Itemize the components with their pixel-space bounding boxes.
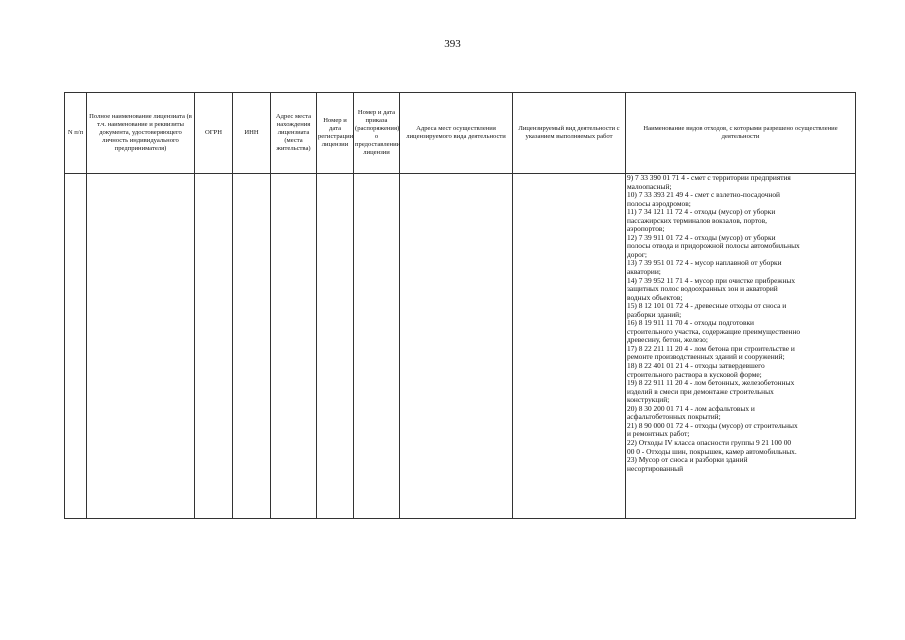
waste-type-line: дорог; [627,249,647,259]
waste-type-line: строительного участка, содержащие преимущественно [627,326,801,336]
cell-address [271,174,317,519]
cell-ogrn [195,174,233,519]
waste-type-line: 19) 8 22 911 11 20 4 - лом бетонных, железобетонных [627,378,795,388]
waste-type-line: водных объектов; [627,292,683,302]
waste-type-line: изделий в смеси при демонтаже строительных [627,386,774,396]
waste-type-line: 20) 8 30 200 01 71 4 - лом асфальтовых и [627,403,755,413]
header-licensee-name: Полное наименование лицензиата (в т.ч. наименование и реквизиты документа, удостоверяющего личность индивидуального предпринимателя) [87,93,195,174]
waste-type-line: асфальтобетонных покрытий; [627,412,721,422]
header-activity-type: Лицензируемый вид деятельности с указанием выполняемых работ [513,93,626,174]
waste-type-line: 15) 8 12 101 01 72 4 - древесные отходы от сноса и [627,301,787,311]
cell-waste-types [626,174,856,519]
header-number: N п/п [65,93,87,174]
header-order: Номер и дата приказа (распоряжения) о предоставлении лицензии [354,93,400,174]
cell-licensee-name [87,174,195,519]
table-row [65,174,856,519]
waste-type-line: 16) 8 19 911 11 70 4 - отходы подготовки [627,318,754,328]
waste-type-line: аэропортов; [627,224,665,234]
waste-type-line: 13) 7 39 951 01 72 4 - мусор наплавной от уборки [627,258,782,268]
waste-type-line: 18) 8 22 401 01 21 4 - отходы затвердевшего [627,361,765,371]
header-registration: Номер и дата регистрации лицензии [317,93,354,174]
waste-type-line: древесину, бетон, железо; [627,335,708,345]
page-number: 393 [444,38,461,50]
waste-type-line: 21) 8 90 000 01 72 4 - отходы (мусор) от строительных [627,420,798,430]
waste-type-line: малоопасный; [627,181,672,191]
waste-type-line: 00 0 - Отходы шин, покрышек, камер автомобильных. [627,446,797,456]
waste-type-line: пассажирских терминалов вокзалов, портов, [627,215,767,225]
waste-type-line: конструкций; [627,395,670,405]
header-address: Адрес места нахождения лицензиата (места жительства) [271,93,317,174]
cell-registration [317,174,354,519]
license-registry-table [64,92,856,519]
waste-type-line: полосы аэродромов; [627,198,691,208]
waste-type-line: полосы отвода и придорожной полосы автомобильных [627,241,800,251]
waste-type-line: 10) 7 33 393 21 49 4 - смет с взлетно-посадочной [627,190,780,200]
waste-type-line: акватории; [627,267,661,277]
waste-type-line: 14) 7 39 952 11 71 4 - мусор при очистке прибрежных [627,275,796,285]
waste-type-line: ремонте производственных зданий и сооружений; [627,352,785,362]
waste-type-line: 17) 8 22 211 11 20 4 - лом бетона при строительстве и [627,343,795,353]
cell-inn [233,174,271,519]
waste-type-line: разборки зданий; [627,309,682,319]
cell-activity-type [513,174,626,519]
header-row [65,93,856,174]
header-activity-addresses: Адреса мест осуществления лицензируемого вида деятельности [400,93,513,174]
waste-type-line: 22) Отходы IV класса опасности группы 9 21 100 00 [627,437,792,447]
waste-type-line: защитных полос водоохранных зон и акваторий [627,284,778,294]
header-waste-types: Наименование видов отходов, с которыми разрешено осуществление деятельности [626,93,856,174]
waste-type-line: 11) 7 34 121 11 72 4 - отходы (мусор) от уборки [627,207,776,217]
header-ogrn: ОГРН [195,93,233,174]
waste-type-line: несортированный [627,463,684,473]
waste-type-line: 9) 7 33 390 01 71 4 - смет с территории предприятия [627,173,791,182]
waste-type-line: строительного раствора в кусковой форме; [627,369,762,379]
cell-order [354,174,400,519]
cell-number [65,174,87,519]
waste-type-line: 23) Мусор от сноса и разборки зданий [627,455,748,465]
cell-activity-addresses [400,174,513,519]
waste-type-line: 12) 7 39 911 01 72 4 - отходы (мусор) от уборки [627,232,776,242]
waste-type-line: и ремонтных работ; [627,429,690,439]
header-inn: ИНН [233,93,271,174]
